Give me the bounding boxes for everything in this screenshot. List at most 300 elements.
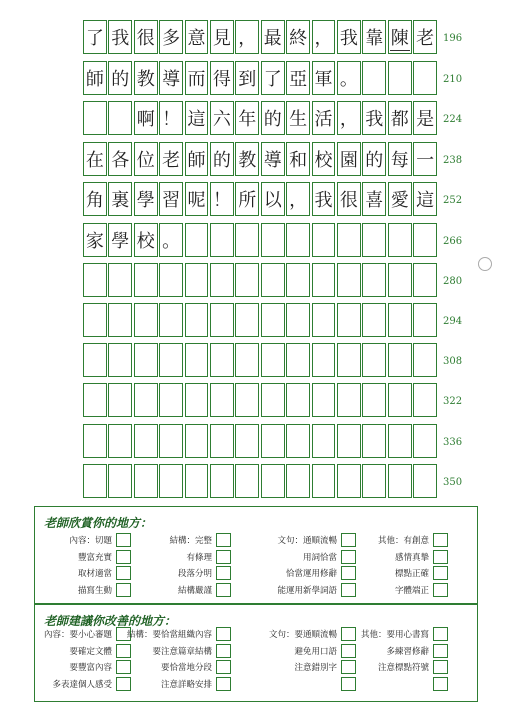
essay-char (109, 102, 131, 134)
essay-char (414, 425, 436, 457)
essay-char (236, 425, 258, 457)
praise-checkbox[interactable] (433, 550, 448, 564)
essay-char: ， (339, 109, 358, 130)
essay-char (186, 304, 208, 336)
essay-char: 最 (263, 28, 282, 49)
essay-char (109, 304, 131, 336)
grid-cell (235, 182, 259, 216)
essay-char (109, 465, 131, 497)
grid-cell (286, 424, 310, 458)
grid-cell (185, 343, 209, 377)
grid-cell (83, 142, 107, 176)
grid-cell (388, 223, 412, 257)
essay-char (135, 465, 157, 497)
essay-char: 導 (162, 69, 181, 90)
advice-criterion-label: 要確定文體 (69, 646, 112, 657)
grid-cell (210, 61, 234, 95)
grid-cell (286, 343, 310, 377)
grid-cell (210, 263, 234, 297)
grid-cell (413, 464, 437, 498)
essay-char (109, 344, 131, 376)
advice-checkbox[interactable] (216, 660, 231, 674)
praise-checkbox[interactable] (341, 583, 356, 597)
grid-cell (159, 424, 183, 458)
grid-cell (83, 223, 107, 257)
essay-char: 到 (238, 69, 257, 90)
grid-cell (235, 61, 259, 95)
grid-cell (235, 142, 259, 176)
grid-cell (286, 182, 310, 216)
essay-char (363, 344, 385, 376)
advice-criterion-label: 其他：要用心書寫 (360, 630, 429, 640)
char-count-label: 350 (443, 477, 463, 488)
essay-char (84, 304, 106, 336)
advice-checkbox[interactable] (116, 644, 131, 658)
essay-char: 學 (136, 190, 155, 211)
essay-char (287, 264, 309, 296)
essay-char: 終 (289, 28, 308, 49)
grid-cell (337, 303, 361, 337)
essay-char: 導 (263, 150, 282, 171)
grid-cell (134, 263, 158, 297)
essay-char: 我 (111, 28, 130, 49)
grid-cell (134, 303, 158, 337)
essay-char (313, 465, 335, 497)
char-count-label: 196 (443, 33, 463, 44)
praise-checkbox[interactable] (341, 550, 356, 564)
char-count-label: 280 (443, 276, 463, 287)
essay-char (338, 264, 360, 296)
essay-char: 了 (85, 28, 104, 49)
grid-cell (286, 383, 310, 417)
grid-cell (337, 464, 361, 498)
praise-checkbox[interactable] (116, 550, 131, 564)
essay-row (83, 223, 439, 257)
essay-char (262, 465, 284, 497)
essay-char: 老 (416, 28, 435, 49)
essay-char (287, 224, 309, 256)
grid-cell (83, 263, 107, 297)
essay-char (363, 304, 385, 336)
essay-char: 園 (339, 150, 358, 171)
essay-char: 呢 (187, 190, 206, 211)
grid-cell (185, 20, 209, 54)
advice-checkbox[interactable] (116, 677, 131, 691)
grid-cell (159, 223, 183, 257)
grid-cell (337, 343, 361, 377)
essay-char (160, 465, 182, 497)
advice-checkbox[interactable] (433, 660, 448, 674)
essay-char (236, 304, 258, 336)
grid-cell (261, 464, 285, 498)
grid-cell (261, 263, 285, 297)
grid-cell (159, 343, 183, 377)
grid-cell (362, 343, 386, 377)
grid-cell (134, 101, 158, 135)
essay-char: 我 (314, 190, 333, 211)
advice-checkbox[interactable] (116, 660, 131, 674)
advice-checkbox[interactable] (341, 644, 356, 658)
praise-criterion-label: 豐富充實 (77, 552, 112, 563)
grid-cell (235, 303, 259, 337)
essay-char: 習 (162, 190, 181, 211)
essay-char: 啊 (136, 109, 155, 130)
essay-char: 位 (136, 150, 155, 171)
praise-checkbox[interactable] (433, 583, 448, 597)
grid-cell (185, 303, 209, 337)
grid-cell (108, 182, 132, 216)
grid-cell (134, 383, 158, 417)
grid-cell (210, 464, 234, 498)
praise-checkbox[interactable] (116, 533, 131, 547)
grid-cell (286, 223, 310, 257)
essay-char (186, 425, 208, 457)
praise-checkbox[interactable] (341, 566, 356, 580)
essay-char (287, 384, 309, 416)
essay-char: 我 (339, 28, 358, 49)
grid-cell (210, 303, 234, 337)
grid-cell (108, 343, 132, 377)
char-count-label: 322 (443, 396, 463, 407)
essay-char: 都 (390, 109, 409, 130)
char-count-label: 336 (443, 437, 463, 448)
essay-char: 師 (85, 69, 104, 90)
essay-char (84, 425, 106, 457)
char-count-label: 266 (443, 236, 463, 247)
grid-cell (134, 142, 158, 176)
grid-cell (337, 424, 361, 458)
essay-char: 所 (238, 190, 257, 211)
grid-cell (108, 464, 132, 498)
praise-checkbox[interactable] (433, 566, 448, 580)
essay-char (160, 264, 182, 296)
grid-cell (159, 383, 183, 417)
name-underline (390, 50, 410, 51)
advice-checkbox[interactable] (341, 677, 356, 691)
grid-cell (83, 424, 107, 458)
grid-cell (388, 464, 412, 498)
advice-checkbox[interactable] (433, 644, 448, 658)
grid-cell (185, 61, 209, 95)
essay-char: 學 (111, 231, 130, 252)
grid-cell (134, 464, 158, 498)
grid-cell (388, 343, 412, 377)
praise-checkbox[interactable] (116, 566, 131, 580)
essay-char (389, 344, 411, 376)
praise-checkbox[interactable] (216, 583, 231, 597)
essay-char (109, 425, 131, 457)
advice-criterion-label: 注意詳略安排 (160, 679, 212, 690)
essay-char: 。 (162, 231, 181, 252)
grid-cell (362, 464, 386, 498)
grid-cell (362, 223, 386, 257)
essay-char (363, 425, 385, 457)
essay-char: 多 (162, 28, 181, 49)
grid-cell (362, 383, 386, 417)
grid-cell (235, 343, 259, 377)
essay-char (186, 384, 208, 416)
grid-cell (413, 383, 437, 417)
char-count-label: 294 (443, 316, 463, 327)
grid-cell (134, 61, 158, 95)
grid-cell (261, 101, 285, 135)
grid-cell (261, 424, 285, 458)
grid-cell (413, 303, 437, 337)
essay-char (160, 304, 182, 336)
essay-char (236, 264, 258, 296)
essay-char: 裏 (111, 190, 130, 211)
grid-cell (159, 101, 183, 135)
grid-cell (388, 101, 412, 135)
grid-cell (286, 263, 310, 297)
grid-cell (108, 101, 132, 135)
essay-char: 這 (416, 190, 435, 211)
essay-char (211, 304, 233, 336)
essay-char: 得 (212, 69, 231, 90)
essay-char: 很 (136, 28, 155, 49)
advice-criterion-label: 結構：要恰當組織內容 (126, 630, 212, 640)
grid-cell (286, 142, 310, 176)
essay-char (186, 465, 208, 497)
essay-row (83, 263, 439, 297)
essay-char (287, 465, 309, 497)
grid-cell (337, 223, 361, 257)
grid-cell (185, 142, 209, 176)
grid-cell (286, 464, 310, 498)
grid-cell (83, 303, 107, 337)
essay-char: 老 (162, 150, 181, 171)
binder-hole (478, 257, 492, 271)
essay-char: 家 (85, 231, 104, 252)
grid-cell (388, 182, 412, 216)
essay-char (389, 264, 411, 296)
essay-char (211, 264, 233, 296)
grid-cell (312, 142, 336, 176)
grid-cell (388, 303, 412, 337)
essay-char: 愛 (390, 190, 409, 211)
grid-cell (210, 182, 234, 216)
grid-cell (337, 61, 361, 95)
grid-cell (286, 303, 310, 337)
grid-cell (108, 223, 132, 257)
essay-char (363, 465, 385, 497)
grid-cell (312, 464, 336, 498)
essay-char: 在 (85, 150, 104, 171)
essay-char: 師 (187, 150, 206, 171)
essay-row (83, 20, 439, 54)
advice-checkbox[interactable] (433, 627, 448, 641)
grid-cell (134, 20, 158, 54)
essay-char (84, 384, 106, 416)
grid-cell (388, 61, 412, 95)
grid-cell (159, 182, 183, 216)
essay-char (287, 304, 309, 336)
essay-char (211, 465, 233, 497)
essay-char (414, 304, 436, 336)
essay-char (135, 344, 157, 376)
grid-cell (337, 101, 361, 135)
advice-checkbox[interactable] (341, 660, 356, 674)
praise-criterion-label: 標點正確 (394, 569, 429, 579)
essay-char (236, 224, 258, 256)
essay-char (262, 384, 284, 416)
grid-cell (261, 142, 285, 176)
essay-char: 了 (263, 69, 282, 90)
grid-cell (312, 303, 336, 337)
grid-cell (235, 223, 259, 257)
grid-cell (159, 142, 183, 176)
essay-char (262, 224, 284, 256)
praise-checkbox[interactable] (341, 533, 356, 547)
essay-char: 這 (187, 109, 206, 130)
grid-cell (159, 61, 183, 95)
grid-cell (413, 61, 437, 95)
grid-cell (261, 383, 285, 417)
grid-cell (210, 424, 234, 458)
essay-char (313, 264, 335, 296)
essay-char (211, 224, 233, 256)
praise-criterion-label: 內容：切題 (69, 536, 112, 546)
essay-char (160, 344, 182, 376)
grid-cell (362, 101, 386, 135)
grid-cell (312, 61, 336, 95)
essay-char (84, 465, 106, 497)
essay-char (414, 344, 436, 376)
praise-checkbox[interactable] (216, 550, 231, 564)
essay-char (313, 344, 335, 376)
grid-cell (261, 20, 285, 54)
praise-checkbox[interactable] (216, 533, 231, 547)
essay-char (414, 62, 436, 94)
grid-cell (83, 61, 107, 95)
grid-cell (185, 464, 209, 498)
essay-char: ， (289, 190, 308, 211)
grid-cell (388, 383, 412, 417)
grid-cell (388, 424, 412, 458)
essay-row (83, 101, 439, 135)
grid-cell (337, 383, 361, 417)
essay-char: 亞 (289, 69, 308, 90)
grid-cell (134, 223, 158, 257)
praise-criterion-label: 描寫生動 (77, 585, 112, 596)
essay-char (313, 304, 335, 336)
grid-cell (362, 61, 386, 95)
essay-char (109, 384, 131, 416)
advice-criterion-label: 多練習修辭 (386, 646, 429, 657)
essay-char (262, 425, 284, 457)
praise-checkbox[interactable] (116, 583, 131, 597)
essay-row (83, 424, 439, 458)
praise-title: 老師欣賞你的地方： (44, 516, 153, 530)
essay-char (186, 344, 208, 376)
grid-cell (235, 424, 259, 458)
praise-criterion-label: 結構嚴謹 (177, 585, 212, 596)
grid-cell (235, 383, 259, 417)
praise-criterion-label: 恰當運用修辭 (285, 569, 337, 579)
essay-char: 生 (289, 109, 308, 130)
essay-char (262, 304, 284, 336)
grid-cell (337, 20, 361, 54)
grid-cell (413, 182, 437, 216)
essay-char (363, 264, 385, 296)
grid-cell (134, 343, 158, 377)
grid-cell (286, 101, 310, 135)
essay-char (287, 425, 309, 457)
essay-char (211, 384, 233, 416)
praise-criterion-label: 段落分明 (177, 569, 212, 579)
grid-cell (388, 263, 412, 297)
essay-char (389, 465, 411, 497)
grid-cell (235, 101, 259, 135)
grid-cell (286, 20, 310, 54)
praise-criterion-label: 用詞恰當 (302, 552, 337, 563)
praise-criterion-label: 其他：有創意 (377, 536, 429, 546)
advice-criterion-label: 內容：要小心審題 (43, 630, 112, 640)
essay-char (414, 264, 436, 296)
essay-char (287, 344, 309, 376)
grid-cell (312, 20, 336, 54)
praise-checkbox[interactable] (216, 566, 231, 580)
grid-cell (362, 182, 386, 216)
essay-char: 教 (238, 150, 257, 171)
essay-char (262, 344, 284, 376)
essay-row (83, 182, 439, 216)
advice-criterion-label: 多表達個人感受 (52, 679, 112, 690)
essay-char: 教 (136, 69, 155, 90)
praise-criterion-label: 字體端正 (394, 585, 429, 596)
essay-char (236, 384, 258, 416)
grid-cell (337, 182, 361, 216)
advice-checkbox[interactable] (216, 627, 231, 641)
essay-char: ， (314, 28, 333, 49)
grid-cell (159, 464, 183, 498)
essay-char: 每 (390, 150, 409, 171)
grid-cell (312, 223, 336, 257)
essay-char: ！ (212, 190, 231, 211)
essay-char: 我 (365, 109, 384, 130)
grid-cell (185, 263, 209, 297)
advice-checkbox[interactable] (341, 627, 356, 641)
essay-row (83, 61, 439, 95)
essay-char: 以 (263, 190, 282, 211)
grid-cell (159, 20, 183, 54)
advice-checkbox[interactable] (216, 677, 231, 691)
grid-cell (261, 303, 285, 337)
essay-char: 和 (289, 150, 308, 171)
essay-char: 的 (263, 109, 282, 130)
praise-criterion-label: 結構：完整 (169, 536, 212, 546)
essay-char (236, 465, 258, 497)
essay-char (135, 425, 157, 457)
advice-checkbox[interactable] (216, 644, 231, 658)
praise-criterion-label: 能運用新學詞語 (277, 585, 337, 596)
essay-char (338, 224, 360, 256)
essay-char: 靠 (365, 28, 384, 49)
essay-char: 軍 (314, 69, 333, 90)
grid-cell (83, 20, 107, 54)
grid-cell (337, 263, 361, 297)
char-count-label: 238 (443, 155, 463, 166)
essay-row (83, 464, 439, 498)
grid-cell (362, 142, 386, 176)
advice-checkbox[interactable] (433, 677, 448, 691)
grid-cell (108, 20, 132, 54)
grid-cell (235, 20, 259, 54)
grid-cell (261, 343, 285, 377)
advice-criterion-label: 要恰當地分段 (160, 663, 212, 673)
praise-checkbox[interactable] (433, 533, 448, 547)
grid-cell (134, 182, 158, 216)
